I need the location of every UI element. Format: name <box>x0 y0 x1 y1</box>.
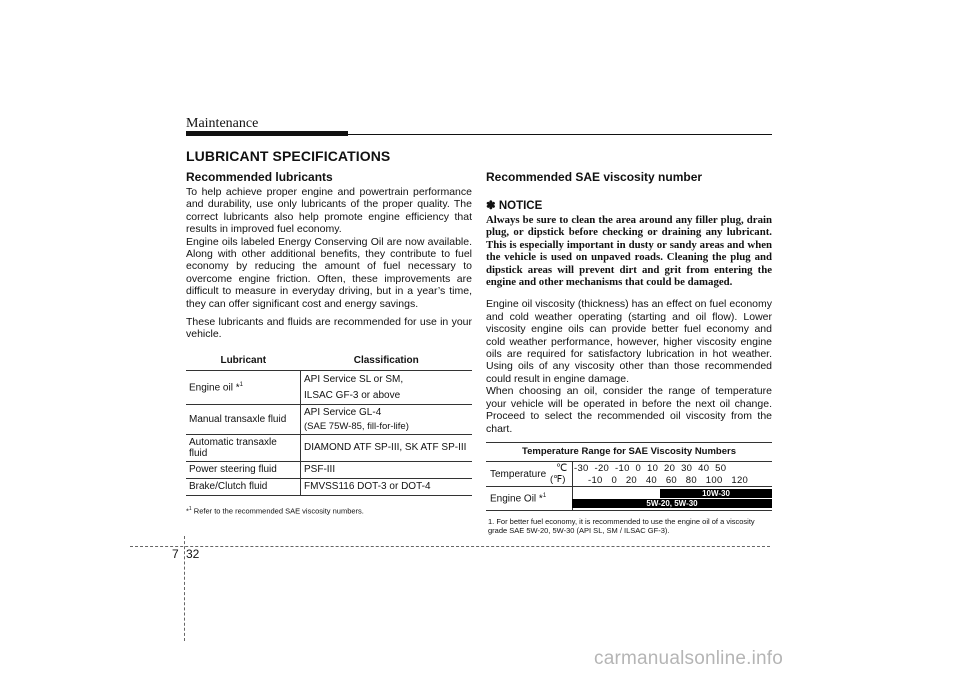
right-column <box>486 170 772 535</box>
fahrenheit-unit: (℉) <box>550 473 566 485</box>
watermark: carmanualsonline.info <box>594 648 784 669</box>
temperature-label: Temperature <box>490 468 547 480</box>
lubricant-cell: Automatic transaxle fluid <box>186 434 301 461</box>
header-rule-thick <box>186 131 348 136</box>
table-row <box>186 404 472 434</box>
viscosity-footnote: 1. For better fuel economy, it is recommended to use the engine oil of a viscosity grade SAE 5W-20, 5W-30 (API SL, SM / ILSAC GF-3). <box>488 516 755 535</box>
table-row <box>186 434 472 461</box>
viscosity-chart <box>486 461 772 511</box>
energy-paragraph: Engine oils labeled Energy Conserving Oil are now available. Along with other additional benefits, they contribute to fuel economy by reducing the amount of fuel necessary to overcome engine friction. Often, these improvements are difficult to measure in everyday driving, but in a year’s time, they can offer significant cost and energy savings. <box>186 235 472 310</box>
notice-body: Always be sure to clean the area around any filler plug, drain plug, or dipstick before checking or draining any lubricant. This is especially important in dusty or sandy areas and when the vehicle is used on unpaved roads. Cleaning the plug and dipstick areas will prevent dirt and grit from entering the engine and other mechanisms that could be damaged. <box>486 214 772 289</box>
usage-paragraph: These lubricants and fluids are recommended for use in your vehicle. <box>186 316 472 341</box>
bar-10w30: 10W-30 <box>660 489 772 498</box>
page-divider-vertical <box>184 536 185 641</box>
lubricant-cell: Engine oil *$^1$ <box>186 370 301 404</box>
chapter-number: 7 <box>172 547 179 561</box>
notice-title: ✽ NOTICE <box>486 200 543 212</box>
intro-paragraph: To help achieve proper engine and powertrain performance and durability, use only lubricants of the proper quality. The correct lubricants also help promote engine efficiency that results in improved fuel economy. <box>186 186 472 236</box>
section-label: Maintenance <box>186 116 259 131</box>
table-header-lubricant: Lubricant <box>186 351 301 371</box>
celsius-scale: -30 -20 -10 0 10 20 30 40 50 <box>574 462 727 474</box>
page-divider <box>130 546 770 547</box>
table-row <box>186 461 472 478</box>
header-rule-thin <box>348 134 772 135</box>
viscosity-heading: Recommended SAE viscosity number <box>486 170 703 184</box>
table-row <box>186 478 472 495</box>
fahrenheit-scale: -10 0 20 40 60 80 100 120 <box>588 474 749 486</box>
chart-title: Temperature Range for SAE Viscosity Numbers <box>486 442 772 459</box>
lubricant-cell: Power steering fluid <box>186 461 301 478</box>
classification-cell: FMVSS116 DOT-3 or DOT-4 <box>301 478 473 495</box>
choosing-paragraph: When choosing an oil, consider the range of temperature your vehicle will be operated in before the next oil change. Proceed to select the recommended oil viscosity from the chart. <box>486 385 772 435</box>
left-column <box>186 170 472 515</box>
table-header-classification: Classification <box>301 351 473 371</box>
chart-divider <box>486 486 772 487</box>
bar-5w20-5w30: 5W-20, 5W-30 <box>572 499 772 508</box>
classification-cell: DIAMOND ATF SP-III, SK ATF SP-III <box>301 434 473 461</box>
table-row <box>186 370 472 404</box>
classification-cell: API Service SL or SM, ILSAC GF-3 or above <box>301 370 473 404</box>
page-number: 32 <box>186 547 200 561</box>
lubricant-cell: Manual transaxle fluid <box>186 404 301 434</box>
classification-cell: API Service GL-4 (SAE 75W-85, fill-for-life) <box>301 404 473 434</box>
lubricant-footnote: *$^1$ Refer to the recommended SAE viscosity numbers. <box>186 505 364 516</box>
recommended-lubricants-heading: Recommended lubricants <box>186 170 333 184</box>
classification-cell: PSF-III <box>301 461 473 478</box>
viscosity-paragraph: Engine oil viscosity (thickness) has an effect on fuel economy and cold weather operating (starting and oil flow). Lower viscosity engine oils can provide better fuel economy and cold weather performance, however, higher viscosity engine oils are required for satisfactory lubrication in hot weather. Using oils of any viscosity other than those recommended could result in engine damage. <box>486 298 772 385</box>
engine-oil-label: Engine Oil *$^1$ <box>490 492 547 505</box>
page-title: LUBRICANT SPECIFICATIONS <box>186 148 391 164</box>
lubricant-cell: Brake/Clutch fluid <box>186 478 301 495</box>
lubricant-table <box>186 351 472 496</box>
celsius-unit: ℃ <box>556 462 568 474</box>
